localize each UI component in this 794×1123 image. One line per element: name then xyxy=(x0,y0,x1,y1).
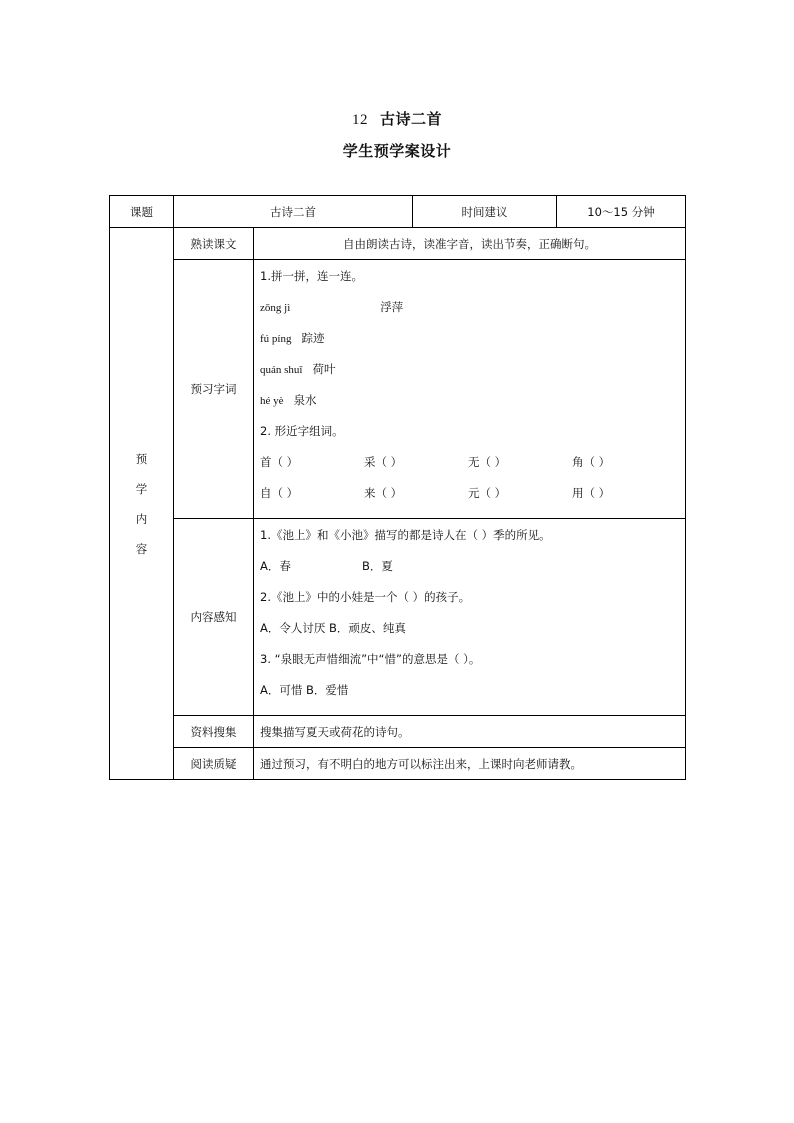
pinyin-row: zōng jì 浮萍 xyxy=(260,300,404,314)
question-text: 通过预习，有不明白的地方可以标注出来，上课时向老师请教。 xyxy=(254,748,686,780)
vocab-q2: 2. 形近字组词。 xyxy=(260,424,344,438)
vocab-content xyxy=(254,260,686,519)
lesson-title: 古诗二首 xyxy=(379,110,442,128)
material-text: 搜集描写夏天或荷花的诗句。 xyxy=(254,716,686,748)
topic-label: 课题 xyxy=(110,196,174,228)
section-label: 预 学 内 容 xyxy=(110,228,174,780)
vocab-label: 预习字词 xyxy=(174,260,254,519)
question-label: 阅读质疑 xyxy=(174,748,254,780)
pinyin-row: quán shuǐ 荷叶 xyxy=(260,362,336,376)
vocab-q1: 1.拼一拼，连一连。 xyxy=(260,269,363,283)
content-q2-options: A．令人讨厌 B．顽皮、纯真 xyxy=(260,621,406,635)
read-row xyxy=(110,228,686,260)
content-label: 内容感知 xyxy=(174,519,254,716)
topic-value: 古诗二首 xyxy=(174,196,413,228)
read-label: 熟读课文 xyxy=(174,228,254,260)
content-q1: 1.《池上》和《小池》描写的都是诗人在（ ）季的所见。 xyxy=(260,528,551,542)
header-row xyxy=(110,196,686,228)
content-row xyxy=(110,519,686,716)
content-q2: 2.《池上》中的小娃是一个（ ）的孩子。 xyxy=(260,590,471,604)
char-row: 首（ ） 采（ ） 无（ ） 角（ ） xyxy=(260,455,611,469)
page-subtitle: 学生预学案设计 xyxy=(342,142,452,160)
time-value: 10～15 分钟 xyxy=(557,196,686,228)
preview-table xyxy=(109,195,686,780)
pinyin-row: fú píng 踪迹 xyxy=(260,331,325,345)
question-row xyxy=(110,748,686,780)
content-q1-options: A．春 B．夏 xyxy=(260,559,393,573)
page-title xyxy=(0,108,794,129)
time-label: 时间建议 xyxy=(413,196,557,228)
content-q3-options: A．可惜 B．爱惜 xyxy=(260,683,349,697)
material-label: 资料搜集 xyxy=(174,716,254,748)
pinyin-row: hé yè 泉水 xyxy=(260,393,317,407)
vocab-row xyxy=(110,260,686,519)
material-row xyxy=(110,716,686,748)
read-text: 自由朗读古诗，读准字音，读出节奏，正确断句。 xyxy=(254,228,686,260)
lesson-number: 12 xyxy=(351,112,368,128)
content-content xyxy=(254,519,686,716)
content-q3: 3. “泉眼无声惜细流”中“惜”的意思是（ ）。 xyxy=(260,652,481,666)
char-row: 自（ ） 来（ ） 元（ ） 用（ ） xyxy=(260,486,611,500)
